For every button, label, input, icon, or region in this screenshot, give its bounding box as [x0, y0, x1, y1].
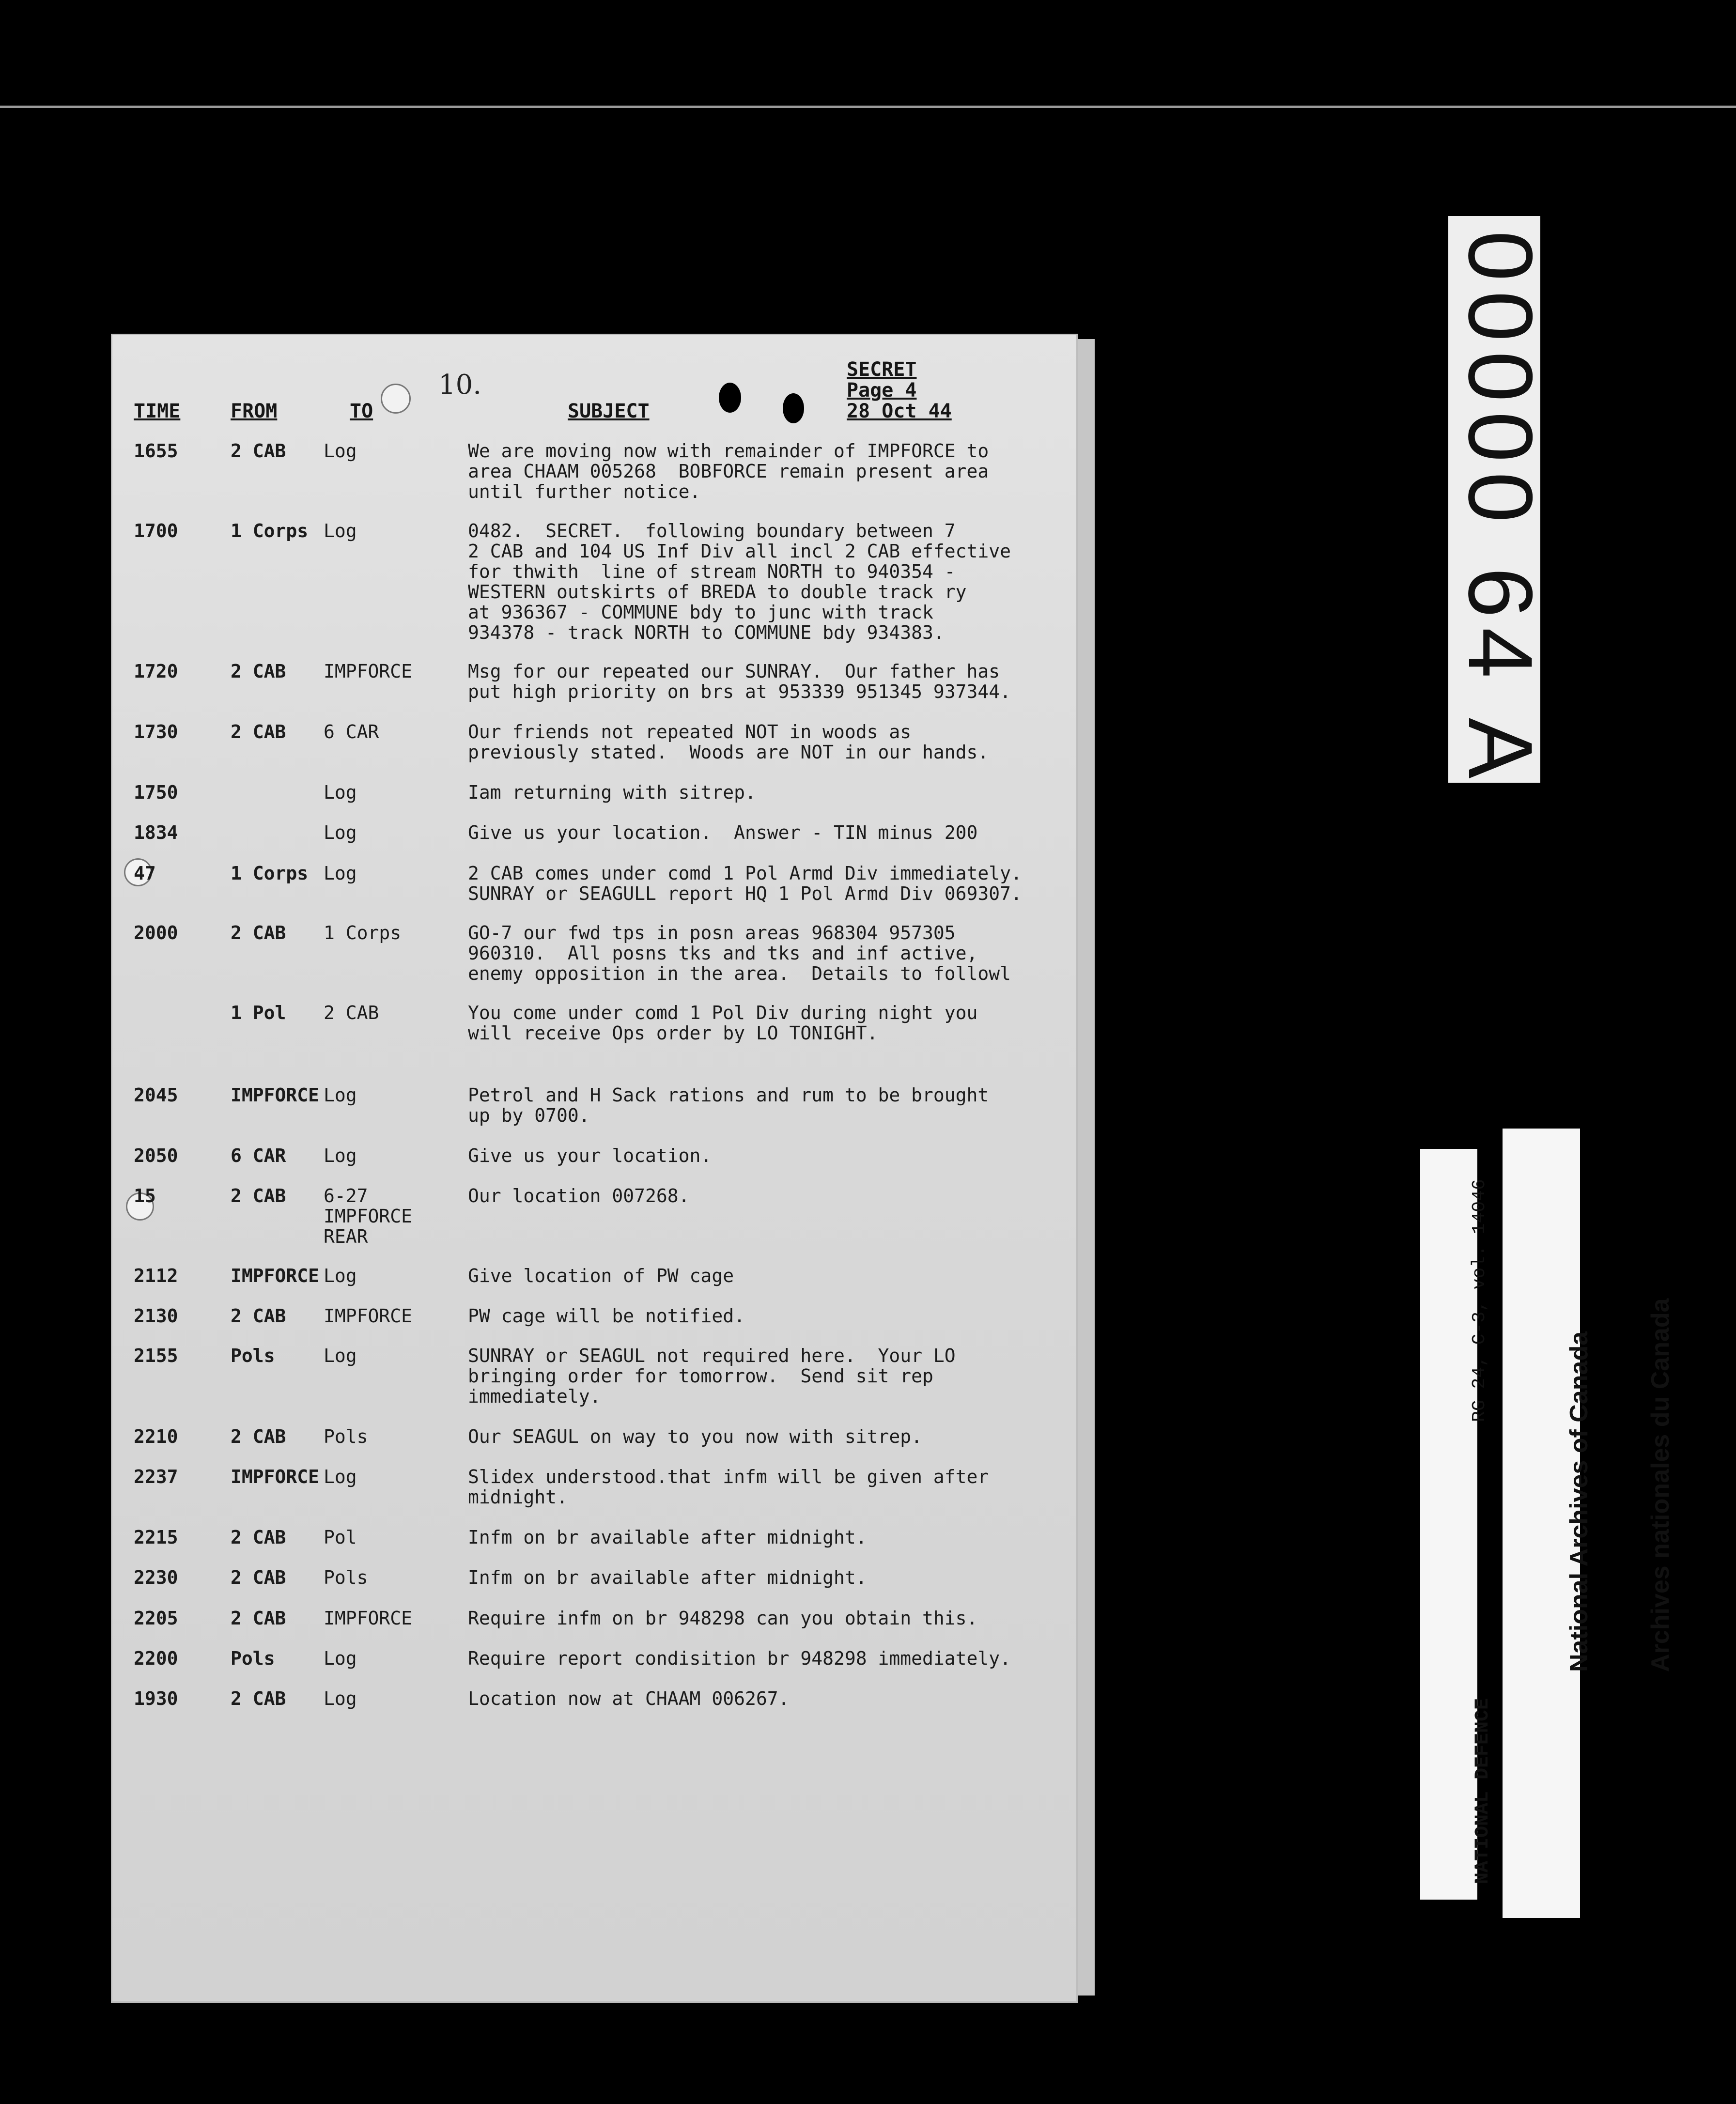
- log-time: 15: [134, 1185, 156, 1207]
- log-to: 6 CAR: [324, 721, 379, 743]
- log-from: Pols: [231, 1345, 275, 1366]
- log-subject: 2 CAB comes under comd 1 Pol Armd Div immediately. SUNRAY or SEAGULL report HQ 1 Pol Armd Div 069307.: [468, 863, 1022, 904]
- log-to: Log: [324, 1145, 357, 1166]
- log-to: Pol: [324, 1527, 357, 1548]
- log-time: 1834: [134, 822, 178, 843]
- log-time: 2215: [134, 1527, 178, 1548]
- log-subject: Iam returning with sitrep.: [468, 782, 756, 803]
- log-from: 2 CAB: [231, 1305, 286, 1327]
- log-time: 1720: [134, 661, 178, 682]
- log-to: IMPFORCE: [324, 661, 413, 682]
- log-to: Log: [324, 1688, 357, 1709]
- department-line-1: NATIONAL DEFENCE: [1472, 1698, 1494, 1884]
- log-to: Log: [324, 1265, 357, 1286]
- log-subject: PW cage will be notified.: [468, 1305, 745, 1327]
- log-subject: Infm on br available after midnight.: [468, 1567, 867, 1588]
- log-from: 2 CAB: [231, 440, 286, 462]
- log-time: 2112: [134, 1265, 178, 1286]
- log-from: IMPFORCE: [231, 1466, 320, 1487]
- archives-line-1: National Archives of Canada: [1565, 1331, 1593, 1672]
- log-from: 1 Corps: [231, 520, 309, 541]
- log-time: 2230: [134, 1567, 178, 1588]
- log-from: 2 CAB: [231, 1527, 286, 1548]
- log-time: 1750: [134, 782, 178, 803]
- log-to: Log: [324, 440, 357, 462]
- log-to: Log: [324, 1084, 357, 1106]
- log-to: 6-27 IMPFORCE REAR: [324, 1185, 413, 1247]
- log-subject: Give location of PW cage: [468, 1265, 734, 1286]
- column-header-time: TIME: [134, 400, 181, 422]
- column-header-from: FROM: [231, 400, 278, 422]
- log-from: 6 CAR: [231, 1145, 286, 1166]
- log-subject: Location now at CHAAM 006267.: [468, 1688, 790, 1709]
- log-from: 2 CAB: [231, 1185, 286, 1207]
- log-from: 2 CAB: [231, 661, 286, 682]
- log-subject: Infm on br available after midnight.: [468, 1527, 867, 1548]
- log-subject: Our friends not repeated NOT in woods as previously stated. Woods are NOT in our hands.: [468, 721, 989, 763]
- log-subject: 0482. SECRET. following boundary between 7 2 CAB and 104 US Inf Div all incl 2 CAB effective for thwith line of stream NORTH to 940354 - WESTERN outskirts of BREDA to double track ry at 936367 - COMMUNE bdy to junc with track 934378 - track NORTH to COMMUNE bdy 934383.: [468, 520, 1011, 643]
- classification: SECRET: [847, 358, 917, 381]
- log-subject: We are moving now with remainder of IMPFORCE to area CHAAM 005268 BOBFORCE remain present area until further notice.: [468, 440, 989, 502]
- punch-hole: [719, 383, 741, 413]
- log-subject: Require report condisition br 948298 immediately.: [468, 1648, 1011, 1669]
- column-header-to: TO: [350, 400, 373, 422]
- archives-line-2: Archives nationales du Canada: [1646, 1298, 1674, 1672]
- log-subject: Petrol and H Sack rations and rum to be brought up by 0700.: [468, 1084, 989, 1126]
- log-subject: GO-7 our fwd tps in posn areas 968304 957305 960310. All posns tks and tks and inf active, enemy opposition in the area. Details to followl: [468, 922, 1011, 984]
- log-from: 2 CAB: [231, 922, 286, 944]
- log-subject: Require infm on br 948298 can you obtain this.: [468, 1608, 978, 1629]
- log-to: Pols: [324, 1426, 368, 1447]
- log-subject: Slidex understood.that infm will be given after midnight.: [468, 1466, 989, 1508]
- log-time: 2210: [134, 1426, 178, 1447]
- punch-hole: [783, 393, 804, 423]
- log-from: IMPFORCE: [231, 1084, 320, 1106]
- log-to: Log: [324, 1345, 357, 1366]
- log-from: Pols: [231, 1648, 275, 1669]
- page-header: [847, 359, 952, 422]
- handwritten-page-number: 10.: [438, 369, 482, 401]
- film-edge-line: [0, 106, 1736, 108]
- log-time: 1655: [134, 440, 178, 462]
- archives-name: [1511, 1298, 1701, 1672]
- log-time: 2237: [134, 1466, 178, 1487]
- log-subject: Give us your location. Answer - TIN minus 200: [468, 822, 978, 843]
- log-to: Log: [324, 1466, 357, 1487]
- log-to: Log: [324, 863, 357, 884]
- log-subject: Our SEAGUL on way to you now with sitrep.: [468, 1426, 922, 1447]
- log-time: 2045: [134, 1084, 178, 1106]
- log-to: Log: [324, 782, 357, 803]
- log-time: 1930: [134, 1688, 178, 1709]
- log-to: IMPFORCE: [324, 1305, 413, 1327]
- log-from: 1 Corps: [231, 863, 309, 884]
- log-time: 2205: [134, 1608, 178, 1629]
- log-from: 1 Pol: [231, 1002, 286, 1023]
- log-time: 2155: [134, 1345, 178, 1366]
- log-time: 1700: [134, 520, 178, 541]
- log-time: 2200: [134, 1648, 178, 1669]
- log-time: 47: [134, 863, 156, 884]
- column-header-subject: SUBJECT: [568, 400, 650, 422]
- log-to: Log: [324, 822, 357, 843]
- log-subject: Our location 007268.: [468, 1185, 690, 1207]
- log-from: 2 CAB: [231, 1688, 286, 1709]
- log-subject: Give us your location.: [468, 1145, 712, 1166]
- log-to: IMPFORCE: [324, 1608, 413, 1629]
- log-from: 2 CAB: [231, 1608, 286, 1629]
- log-from: IMPFORCE: [231, 1265, 320, 1286]
- log-time: 1730: [134, 721, 178, 743]
- frame-number: 00000 64 A: [1450, 231, 1551, 789]
- log-subject: Msg for our repeated our SUNRAY. Our father has put high priority on brs at 953339 951345 937344.: [468, 661, 1011, 702]
- log-subject: You come under comd 1 Pol Div during night you will receive Ops order by LO TONIGHT.: [468, 1002, 978, 1044]
- document-date: 28 Oct 44: [847, 400, 952, 422]
- log-to: 2 CAB: [324, 1002, 379, 1023]
- page-number: Page 4: [847, 379, 917, 402]
- log-to: Log: [324, 520, 357, 541]
- log-from: 2 CAB: [231, 1426, 286, 1447]
- log-time: 2000: [134, 922, 178, 944]
- log-from: 2 CAB: [231, 721, 286, 743]
- log-to: Pols: [324, 1567, 368, 1588]
- log-to: Log: [324, 1648, 357, 1669]
- log-time: 2050: [134, 1145, 178, 1166]
- reference-line-1: RG 24, C-3, vol. 14046: [1469, 1179, 1490, 1422]
- punch-hole: [381, 384, 411, 414]
- log-time: 2130: [134, 1305, 178, 1327]
- log-subject: SUNRAY or SEAGUL not required here. Your LO bringing order for tomorrow. Send sit rep immediately.: [468, 1345, 956, 1407]
- log-from: 2 CAB: [231, 1567, 286, 1588]
- log-to: 1 Corps: [324, 922, 402, 944]
